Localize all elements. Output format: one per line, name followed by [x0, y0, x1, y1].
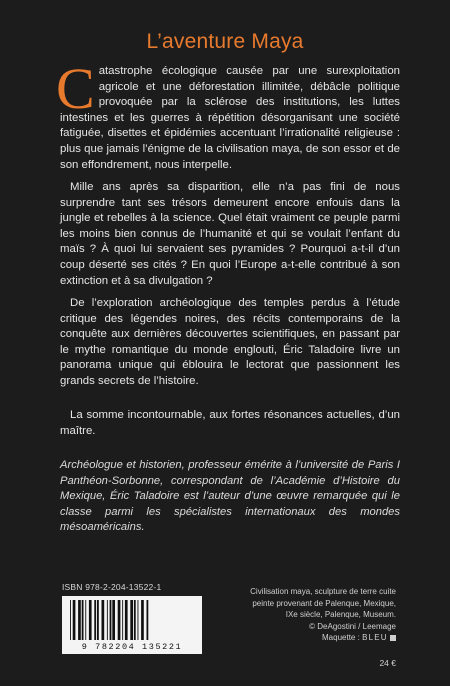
author-bio: Archéologue et historien, professeur émérite à l’université de Paris I Panthéon-Sorbonne, correspondant de l’Académie d’Histoire du Mexique, Éric Taladoire est l’auteur d’une œuvre remarquée qui le classe parmi les spécialistes internationaux des mondes mésoaméricains.: [60, 459, 400, 534]
cover-title: L’aventure Maya: [146, 30, 304, 53]
credit-line-2: peinte provenant de Palenque, Mexique,: [252, 598, 396, 608]
drop-cap: C: [56, 56, 95, 121]
barcode-bar: [147, 600, 149, 640]
maquette-label: Maquette :: [322, 633, 360, 642]
barcode-bar: [70, 600, 71, 640]
credit-line-1: Civilisation maya, sculpture de terre cuite: [250, 587, 396, 596]
barcode-bar: [122, 600, 123, 640]
barcode-icon: [62, 598, 202, 644]
barcode-bar: [125, 600, 128, 640]
lead-paragraph: [56, 56, 400, 173]
barcode-bar: [82, 600, 84, 640]
barcode-bar: [89, 600, 92, 640]
image-credits: [236, 586, 396, 644]
bleu-square-icon: [390, 635, 396, 641]
lead-text: atastrophe écologique causée par une surexploitation agricole et une déforestation illimitée, débâcle politique provoquée par la sclérose des institutions, les luttes intestines et les guerres à répétition désorganisant une société fatiguée, disettes et épidémies accentuant l’irrationalité religieuse : plus que jamais l’énigme de la civilisation maya, de son essor et de son effondrement, nous interpelle.: [60, 65, 400, 171]
barcode-block: [62, 582, 202, 654]
isbn-label: ISBN 978-2-204-13522-1: [62, 582, 162, 592]
barcode-bar: [138, 600, 139, 640]
barcode-bar: [85, 600, 86, 640]
barcode-bar: [102, 600, 105, 640]
barcode-bar: [107, 600, 108, 640]
barcode-bar: [130, 600, 133, 640]
paragraph-3: De l’exploration archéologique des temples perdus à l’étude critique des légendes noires, des récits contemporains de la conquête aux dernières découvertes scientifiques, en passant par le mythe romantique du monde englouti, Éric Taladoire livre un panorama unique qui éblouira le lectorat que passionnent les grands secrets de l’histoire.: [60, 297, 400, 387]
barcode-bar: [94, 600, 96, 640]
barcode-bar: [118, 600, 121, 640]
paragraph-2: Mille ans après sa disparition, elle n’a pas fini de nous surprendre tant ses trésors demeurent encore enfouis dans la jungle et rebelles à la science. Quel était vraiment ce peuple parmi les moins bien connus de l’humanité et qui se voulait l’enfant du maïs ? À quoi lui servaient ses pyramides ? Pourquoi a-t-il d’un coup déserté ses cités ? En quoi l’Europe a-t-elle contribué à son extinction et à sa divulgation ?: [60, 181, 400, 287]
credit-line-4: © DeAgostini / Leemage: [309, 621, 396, 631]
barcode-digits: 9 782204 135221: [81, 642, 183, 652]
barcode-bar: [141, 600, 144, 640]
barcode-bar: [110, 600, 112, 640]
credit-line-3: IXe siècle, Palenque, Museum.: [285, 610, 396, 619]
maquette-brand: BLEU: [362, 633, 388, 642]
barcode-bar: [134, 600, 136, 640]
maquette-line: [236, 632, 396, 644]
barcode-bar: [73, 600, 76, 640]
barcode-bar: [112, 600, 115, 640]
price: 24 €: [379, 658, 396, 668]
barcode-bar: [97, 600, 99, 640]
paragraph-4: La somme incontournable, aux fortes résonances actuelles, d’un maître.: [60, 409, 400, 437]
barcode-bar: [78, 600, 81, 640]
